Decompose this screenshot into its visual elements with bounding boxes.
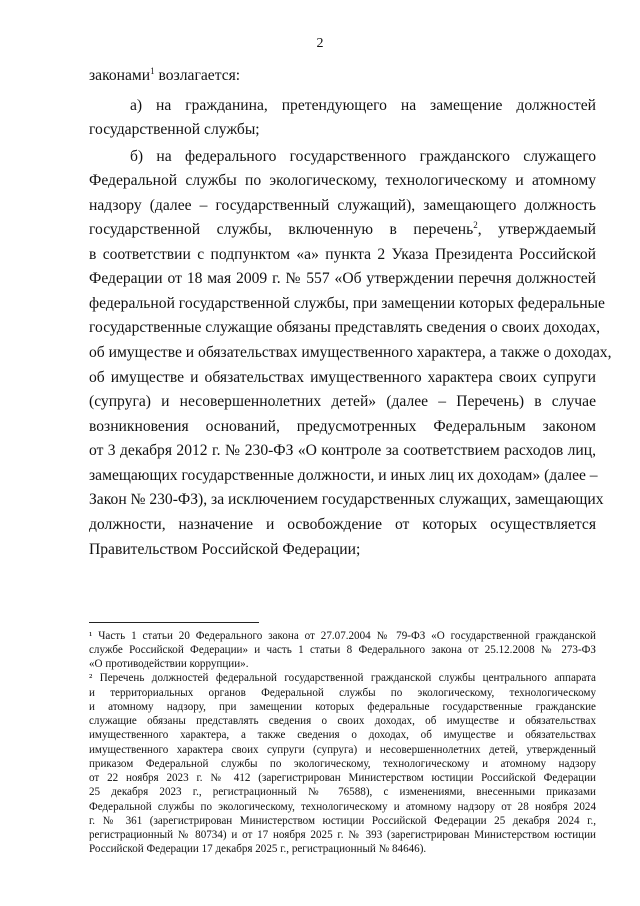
text-line: Федеральной службы по экологическому, технологическому и атомному bbox=[89, 172, 596, 189]
footnote-separator bbox=[89, 622, 259, 623]
footnote-line: «О противодействии коррупции». bbox=[89, 658, 249, 670]
footnote-line: ² Перечень должностей федеральной государственной гражданской службы центрального аппарата bbox=[89, 672, 596, 684]
footnote-line: имущественного характера, а также сведения о доходах, об имуществе и обязательствах bbox=[89, 729, 596, 741]
footnote-ref-2: 2 bbox=[473, 220, 478, 230]
text-line: а) на гражданина, претендующего на замещение должностей bbox=[130, 97, 596, 114]
text-line: государственной службы; bbox=[89, 121, 260, 138]
text-line: (супруга) и несовершеннолетних детей» (далее – Перечень) в случае bbox=[89, 393, 596, 410]
text-line: об имуществе и обязательствах имущественного характера, а также о доходах, bbox=[89, 344, 612, 361]
text-line: федеральной государственной службы, при замещении которых федеральные bbox=[89, 295, 605, 312]
footnote-line: Российской Федерации 17 декабря 2025 г., регистрационный № 84646). bbox=[89, 843, 427, 855]
text-line: Закон № 230-ФЗ), за исключением государственных служащих, замещающих bbox=[89, 491, 604, 508]
text-line bbox=[89, 66, 596, 86]
footnote-line: ¹ Часть 1 статьи 20 Федерального закона от 27.07.2004 № 79-ФЗ «О государственной гражданской bbox=[89, 630, 596, 642]
text-segment: возлагается: bbox=[154, 67, 241, 84]
text-line: должности, назначение и освобождение от которых осуществляется bbox=[89, 516, 596, 533]
text-line: возникновения оснований, предусмотренных Федеральным законом bbox=[89, 418, 596, 435]
footnote-line: службе Российской Федерации» и часть 1 статьи 8 Федерального закона от 25.12.2008 № 273-ФЗ bbox=[89, 644, 596, 656]
footnote-line: 25 декабря 2023 г., регистрационный № 76588), с изменениями, внесенными приказами bbox=[89, 786, 596, 798]
text-segment: государственной службы, включенную в перечень bbox=[89, 221, 474, 238]
text-segment: законами bbox=[89, 67, 151, 84]
text-line: Федерации от 18 мая 2009 г. № 557 «Об утверждении перечня должностей bbox=[89, 270, 596, 287]
text-line: б) на федерального государственного гражданского служащего bbox=[130, 148, 596, 165]
footnote-line: приказом Федеральной службы по экологическому, технологическому и атомному надзору bbox=[89, 758, 596, 770]
text-line: в соответствии с подпунктом «а» пункта 2 Указа Президента Российской bbox=[89, 246, 596, 263]
footnote-line: Федеральной службы по экологическому, технологическому и атомному надзору от 28 ноября 2024 bbox=[89, 801, 596, 813]
footnote-line: служащие обязаны представлять сведения о своих доходах, об имуществе и обязательствах bbox=[89, 715, 596, 727]
footnote-line: имущественного характера своих супруги (супруга) и несовершеннолетних детей, утвержденный bbox=[89, 744, 596, 756]
text-line: государственные служащие обязаны представлять сведения о своих доходах, bbox=[89, 319, 601, 336]
text-line bbox=[89, 220, 596, 240]
text-line: Правительством Российской Федерации; bbox=[89, 541, 361, 558]
text-line: надзору (далее – государственный служащий), замещающего должность bbox=[89, 197, 596, 214]
page-number: 2 bbox=[316, 36, 324, 51]
footnote-line: и атомному надзору, при замещении которых федеральные государственные гражданские bbox=[89, 701, 596, 713]
footnote-line: г. № 361 (зарегистрирован Министерством юстиции Российской Федерации 25 декабря 2024 г., bbox=[89, 815, 596, 827]
footnote-line: от 22 ноября 2023 г. № 412 (зарегистрирован Министерством юстиции Российской Федерации bbox=[89, 772, 596, 784]
text-line: об имуществе и обязательствах имущественного характера своих супруги bbox=[89, 369, 596, 386]
footnote-ref-1: 1 bbox=[150, 66, 155, 76]
text-segment: , утверждаемый bbox=[477, 221, 596, 238]
footnote-line: и территориальных органов Федеральной службы по экологическому, технологическому bbox=[89, 687, 596, 699]
footnote-line: регистрационный № 80734) и от 17 ноября 2025 г. № 393 (зарегистрирован Министерством юстиции bbox=[89, 829, 596, 841]
text-line: замещающих государственные должности, и иных лиц их доходам» (далее – bbox=[89, 467, 598, 484]
text-line: от 3 декабря 2012 г. № 230-ФЗ «О контроле за соответствием расходов лиц, bbox=[89, 442, 596, 459]
